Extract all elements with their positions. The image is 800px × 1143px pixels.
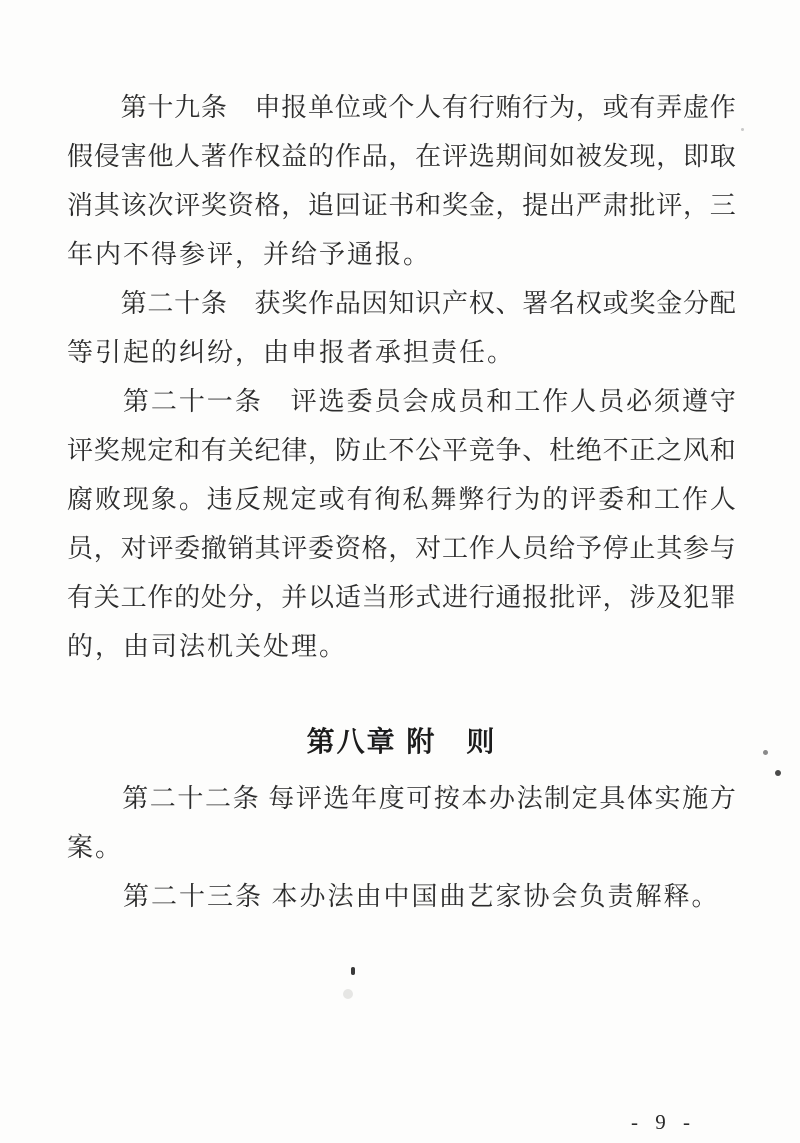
text-line: 第 二 十 二 条 每 评 选 年 度 可 按 本 办 法 制 定 具 体 实 施 方 xyxy=(122,784,736,813)
text-line: 员 ， 对 评 委 撤 销 其 评 委 资 格 ， 对 工 作 人 员 给 予 停 止 其 参 与 xyxy=(67,534,736,563)
scan-speckle xyxy=(741,128,744,131)
chapter-heading: 第八章 附 则 xyxy=(306,726,497,757)
text-line: 案。 xyxy=(67,833,124,862)
text-line: 有 关 工 作 的 处 分 ， 并 以 适 当 形 式 进 行 通 报 批 评 ， 涉 及 犯 罪 xyxy=(67,583,736,612)
scan-speckle xyxy=(763,750,768,755)
text-line: 年内不得参评，并给予通报。 xyxy=(67,240,432,269)
scan-speckle xyxy=(351,967,355,975)
scan-speckle xyxy=(343,989,353,999)
text-line: 第 二 十 一 条 评 选 委 员 会 成 员 和 工 作 人 员 必 须 遵 守 xyxy=(122,387,736,416)
articles-22-23-section xyxy=(67,774,736,921)
text-line: 评 奖 规 定 和 有 关 纪 律 ， 防 止 不 公 平 竞 争 、 杜 绝 不 正 之 风 和 xyxy=(67,436,736,465)
text-line: 第 二 十 条 获 奖 作 品 因 知 识 产 权 、 署 名 权 或 奖 金 分 配 xyxy=(120,289,736,318)
text-line: 第二十三条 本办法由中国曲艺家协会负责解释。 xyxy=(67,882,720,911)
text-line: 腐 败 现 象 。 违 反 规 定 或 有 徇 私 舞 弊 行 为 的 评 委 和 工 作 人 xyxy=(67,485,736,514)
scan-speckle xyxy=(775,770,781,776)
articles-19-21-section xyxy=(67,83,736,671)
text-line: 第 十 九 条 申 报 单 位 或 个 人 有 行 贿 行 为 ， 或 有 弄 虚 作 xyxy=(120,93,736,122)
text-line: 消 其 该 次 评 奖 资 格 ， 追 回 证 书 和 奖 金 ， 提 出 严 肃 批 评 ， 三 xyxy=(67,191,736,220)
page-number: - 9 - xyxy=(631,1110,696,1134)
text-line: 的，由司法机关处理。 xyxy=(67,632,348,661)
text-line: 假 侵 害 他 人 著 作 权 益 的 作 品 ， 在 评 选 期 间 如 被 发 现 ， 即 取 xyxy=(67,142,736,171)
text-line: 等引起的纠纷，由申报者承担责任。 xyxy=(67,338,516,367)
text-block xyxy=(67,83,736,921)
